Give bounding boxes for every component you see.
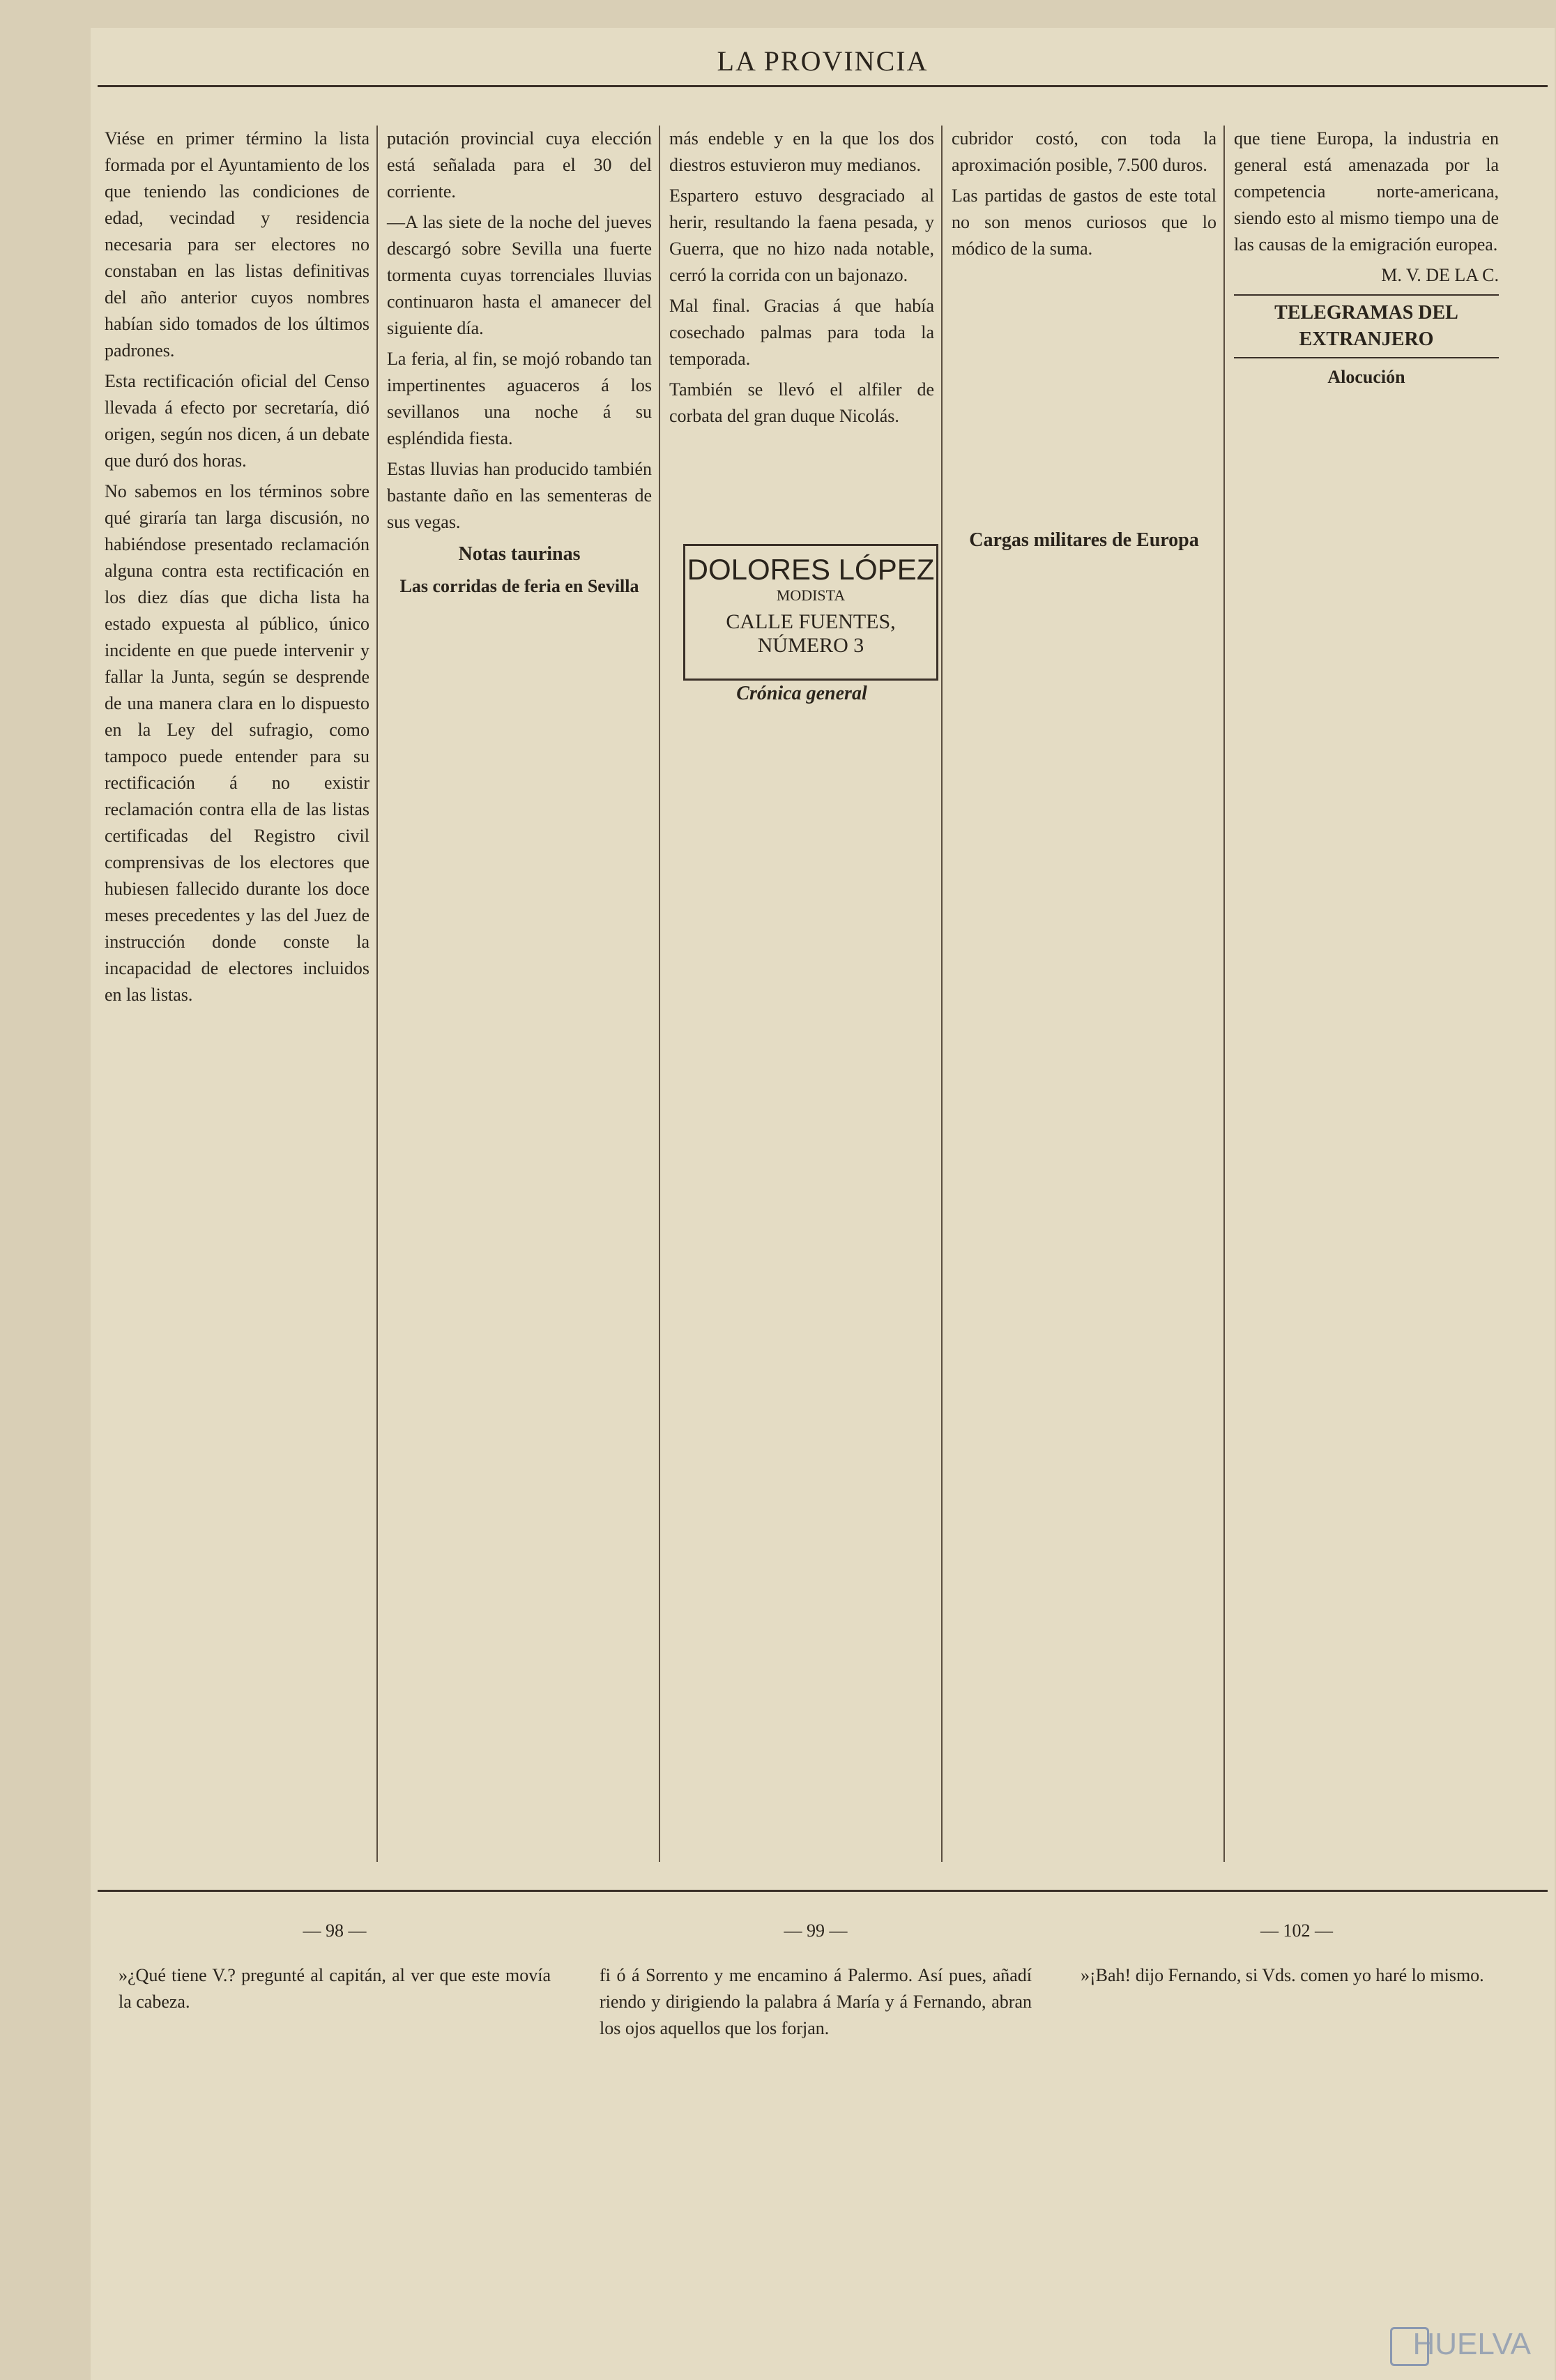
masthead: LA PROVINCIA xyxy=(717,45,929,77)
section-heading: Crónica general xyxy=(736,683,867,704)
archive-logo: HUELVA xyxy=(1412,2327,1531,2361)
ad-address: CALLE FUENTES, NÚMERO 3 xyxy=(726,610,896,657)
col4-para: Las partidas de gastos de este total no son menos curiosos que lo módico de la suma. xyxy=(952,185,1216,259)
column-divider xyxy=(941,126,943,1862)
footer-text: fi ó á Sorrento y me encamino á Palermo. Así pues, añadí riendo y dirigiendo la palabra á María y á Fernando, abran los ojos aquellos que los forjan. xyxy=(600,1965,1032,2038)
col3-para: Espartero estuvo desgraciado al herir, resultando la faena pesada, y Guerra, que no hizo nada notable, cerró la corrida con un bajonazo. xyxy=(669,185,934,285)
col1-para: Viése en primer término la lista formada por el Ayuntamiento de los que teniendo las condiciones de edad, vecindad y residencia necesaria para ser electores no constaban en las listas definitivas del año anterior cuyos nombres habían sido tomados de los últimos padrones. xyxy=(105,128,369,361)
section-subheading: Alocución xyxy=(1327,367,1405,387)
col5-para: que tiene Europa, la industria en general está amenazada por la competencia norte-americana, siendo esto al mismo tiempo una de las causas de la emigración europea. xyxy=(1234,128,1499,255)
footer-right xyxy=(1081,1918,1513,2350)
section-subheading: Las corridas de feria en Sevilla xyxy=(399,576,639,596)
col2-para: putación provincial cuya elección está señalada para el 30 del corriente. xyxy=(387,128,652,202)
signature: M. V. DE LA C. xyxy=(1381,265,1499,285)
fold-rule xyxy=(98,1890,1548,1892)
ad-name: DOLORES LÓPEZ xyxy=(687,553,935,586)
column-divider xyxy=(376,126,378,1862)
section-heading: TELEGRAMAS DEL EXTRANJERO xyxy=(1234,294,1499,358)
advertisement-box xyxy=(683,544,938,681)
col1-para: Esta rectificación oficial del Censo llevada á efecto por secretaría, dió origen, según nos dicen, á un debate que duró dos horas. xyxy=(105,371,369,471)
column-4 xyxy=(952,126,1216,1869)
footer-middle xyxy=(600,1918,1032,2350)
column-divider xyxy=(659,126,660,1862)
col3-para: más endeble y en la que los dos diestros estuvieron muy medianos. xyxy=(669,128,934,175)
section-heading: Cargas militares de Europa xyxy=(969,529,1199,551)
col3-para: También se llevó el alfiler de corbata del gran duque Nicolás. xyxy=(669,379,934,426)
section-heading: Notas taurinas xyxy=(458,543,581,565)
page-number: — 98 — xyxy=(303,1920,367,1941)
column-1 xyxy=(105,126,369,1869)
column-5 xyxy=(1234,126,1499,1869)
col2-para: —A las siete de la noche del jueves descargó sobre Sevilla una fuerte tormenta cuyas torrenciales lluvias continuaron hasta el amanecer del siguiente día. xyxy=(387,212,652,338)
column-divider xyxy=(1223,126,1225,1862)
top-rule xyxy=(98,85,1548,87)
footer-text: »¿Qué tiene V.? pregunté al capitán, al ver que este movía la cabeza. xyxy=(119,1965,551,2012)
ad-trade: MODISTA xyxy=(776,586,846,604)
column-2 xyxy=(387,126,652,1869)
column-3 xyxy=(669,126,934,1869)
footer-left xyxy=(119,1918,551,2350)
col4-para: cubridor costó, con toda la aproximación posible, 7.500 duros. xyxy=(952,128,1216,175)
col2-para: La feria, al fin, se mojó robando tan impertinentes aguaceros á los sevillanos una noche á su espléndida fiesta. xyxy=(387,349,652,448)
newspaper-page xyxy=(91,28,1555,2380)
page-number: — 99 — xyxy=(784,1920,848,1941)
col1-para: No sabemos en los términos sobre qué giraría tan larga discusión, no habiéndose presentado reclamación alguna contra esta rectificación en los diez días que dicha lista ha estado expuesta al público, único incidente en que puede intervenir y fallar la Junta, según se desprende de una manera clara en lo dispuesto en la Ley del sufragio, como tampoco puede entender para su rectificación á no existir reclamación contra ella de las listas certificadas del Registro civil comprensivas de los electores que hubiesen fallecido durante los doce meses precedentes y las del Juez de instrucción donde conste la incapacidad de electores incluidos en las listas. xyxy=(105,481,369,1005)
footer-text: »¡Bah! dijo Fernando, si Vds. comen yo haré lo mismo. xyxy=(1081,1965,1484,1985)
col2-para: Estas lluvias han producido también bastante daño en las sementeras de sus vegas. xyxy=(387,459,652,532)
col3-para: Mal final. Gracias á que había cosechado palmas para toda la temporada. xyxy=(669,296,934,369)
page-number: — 102 — xyxy=(1260,1920,1333,1941)
